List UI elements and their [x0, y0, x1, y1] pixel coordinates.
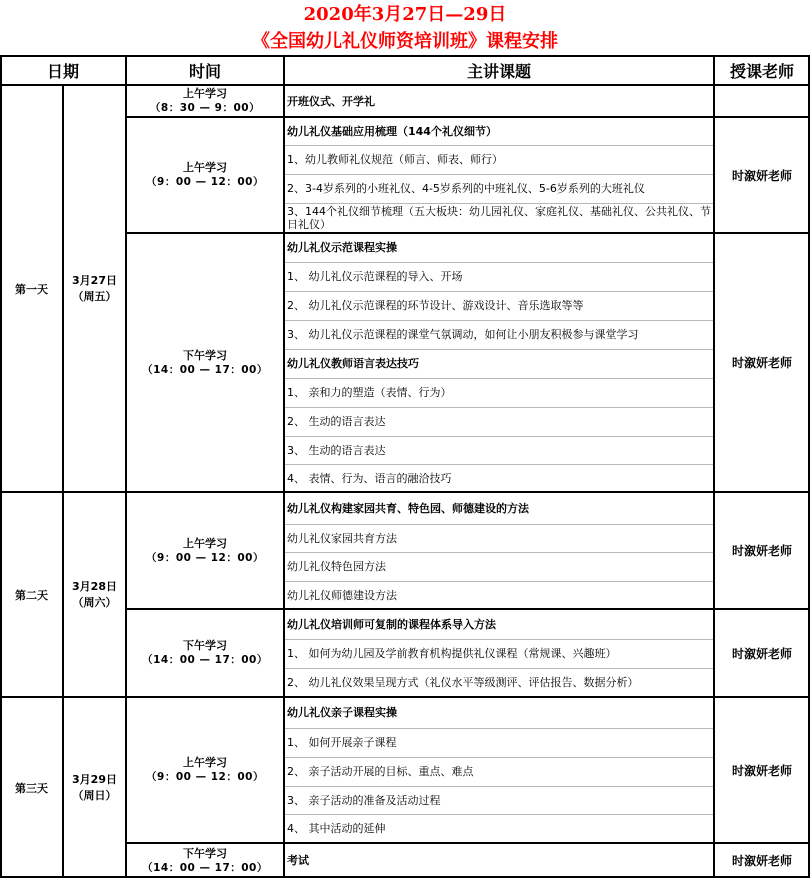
- session-time-cell: [126, 233, 284, 492]
- day-label: 第一天: [15, 282, 48, 296]
- grid-line: [284, 552, 714, 553]
- topic-heading: 幼儿礼仪亲子课程实操: [287, 706, 397, 719]
- session-time: （9：00 — 12：00）: [146, 551, 264, 564]
- grid-line: [284, 407, 714, 408]
- session-time: （9：00 — 12：00）: [146, 771, 264, 783]
- topic-item: 1、 亲和力的塑造（表情、行为）: [287, 386, 452, 399]
- teacher-cell: 时溆妍老师: [731, 544, 792, 558]
- topic-item: 幼儿礼仪家园共育方法: [287, 531, 397, 545]
- session-time: （14：00 — 17：00）: [142, 363, 268, 376]
- table-border: [0, 491, 810, 493]
- topic-item: 1、 如何为幼儿园及学前教育机构提供礼仪课程（常规课、兴趣班）: [287, 647, 617, 660]
- session-name: 上午学习: [183, 87, 227, 100]
- topic-item: 1、 幼儿礼仪示范课程的导入、开场: [287, 270, 463, 283]
- topic-heading: 幼儿礼仪培训师可复制的课程体系导入方法: [287, 617, 496, 631]
- topic-item: 2、 幼儿礼仪效果呈现方式（礼仪水平等级测评、评估报告、数据分析）: [287, 676, 639, 689]
- weekday-text: （周日）: [72, 788, 117, 802]
- topic-item: 2、 生动的语言表达: [287, 415, 386, 428]
- grid-line: [284, 786, 714, 787]
- session-time-cell: [126, 117, 284, 233]
- grid-line: [284, 378, 714, 379]
- table-border: [62, 85, 64, 878]
- day-label: 第三天: [15, 781, 48, 795]
- topic-heading: 考试: [287, 854, 309, 867]
- header-topic: 主讲课题: [466, 62, 531, 81]
- topic-item: 幼儿礼仪师德建设方法: [287, 588, 397, 602]
- session-name: 上午学习: [183, 536, 227, 550]
- table-border: [283, 55, 285, 878]
- grid-line: [284, 668, 714, 669]
- grid-line: [284, 757, 714, 758]
- grid-line: [284, 814, 714, 815]
- session-time: （8：30 — 9：00）: [149, 102, 261, 114]
- session-time-cell: [126, 492, 284, 609]
- grid-line: [284, 262, 714, 263]
- session-time: （14：00 — 17：00）: [142, 861, 268, 874]
- topic-item: 4、 表情、行为、语言的融洽技巧: [287, 471, 452, 485]
- grid-line: [284, 291, 714, 292]
- grid-line: [284, 203, 714, 204]
- title-line-1: 2020年3月27日—29日: [303, 4, 507, 25]
- table-border: [0, 55, 810, 57]
- teacher-cell: 时溆妍老师: [731, 356, 792, 370]
- table-border: [125, 55, 127, 878]
- day-date: [63, 697, 126, 878]
- topic-item: 2、3-4岁系列的小班礼仪、4-5岁系列的中班礼仪、5-6岁系列的大班礼仪: [287, 182, 645, 195]
- topic-item: 2、 亲子活动开展的目标、重点、难点: [287, 765, 474, 778]
- table-border: [0, 55, 2, 878]
- teacher-cell: 时溆妍老师: [731, 168, 792, 183]
- teacher-cell: 时溆妍老师: [731, 854, 792, 868]
- topic-item: 4、 其中活动的延伸: [287, 822, 386, 835]
- grid-line: [284, 174, 714, 175]
- topic-item: 1、 如何开展亲子课程: [287, 736, 397, 749]
- grid-line: [284, 349, 714, 350]
- table-border: [126, 608, 810, 610]
- table-border: [0, 84, 810, 86]
- session-time-cell: [126, 85, 284, 117]
- header-date: 日期: [46, 62, 79, 81]
- session-time: （9：00 — 12：00）: [146, 176, 264, 188]
- topic-item: 2、 幼儿礼仪示范课程的环节设计、游戏设计、音乐选取等等: [287, 299, 584, 312]
- topic-item: 3、 幼儿礼仪示范课程的课堂气氛调动，如何让小朋友积极参与课堂学习: [287, 328, 639, 341]
- session-name: 上午学习: [183, 161, 227, 174]
- teacher-cell: 时溆妍老师: [731, 763, 792, 778]
- grid-line: [284, 464, 714, 465]
- day-date: [63, 85, 126, 492]
- grid-line: [284, 728, 714, 729]
- topic-heading: 幼儿礼仪教师语言表达技巧: [287, 357, 419, 370]
- header-time: 时间: [188, 62, 221, 81]
- date-text: 3月29日: [72, 772, 117, 786]
- session-name: 下午学习: [183, 639, 227, 652]
- topic-heading: 开班仪式、开学礼: [287, 94, 375, 108]
- topic-item: 3、 亲子活动的准备及活动过程: [287, 793, 441, 807]
- topic-item: 幼儿礼仪特色园方法: [287, 560, 386, 573]
- day-label: 第二天: [15, 588, 48, 602]
- grid-line: [284, 581, 714, 582]
- day-date: [63, 492, 126, 697]
- session-time: （14：00 — 17：00）: [142, 654, 268, 666]
- topic-item: 3、 生动的语言表达: [287, 443, 386, 457]
- date-text: 3月27日: [72, 273, 117, 287]
- topic-heading: 幼儿礼仪基础应用梳理（144个礼仪细节）: [287, 124, 497, 138]
- weekday-text: （周六）: [72, 595, 117, 609]
- header-teacher: 授课老师: [729, 62, 794, 81]
- grid-line: [284, 639, 714, 640]
- date-text: 3月28日: [72, 579, 117, 593]
- weekday-text: （周五）: [72, 289, 117, 303]
- session-time-cell: [126, 697, 284, 843]
- topic-heading: 幼儿礼仪示范课程实操: [287, 241, 397, 254]
- topic-item: 1、幼儿教师礼仪规范（师言、师表、师行）: [287, 153, 503, 166]
- grid-line: [284, 524, 714, 525]
- table-border: [126, 842, 810, 844]
- grid-line: [284, 145, 714, 146]
- teacher-cell: 时溆妍老师: [731, 646, 792, 661]
- session-name: 下午学习: [183, 846, 227, 860]
- grid-line: [284, 320, 714, 321]
- topic-heading: 幼儿礼仪构建家园共育、特色园、师德建设的方法: [287, 501, 529, 515]
- table-border: [713, 55, 715, 878]
- table-border: [126, 232, 810, 234]
- topic-item: 3、144个礼仪细节梳理（五大板块：幼儿园礼仪、家庭礼仪、基础礼仪、公共礼仪、节日礼仪）: [287, 205, 711, 231]
- table-border: [0, 696, 810, 698]
- session-name: 上午学习: [183, 756, 227, 769]
- title-line-2: 《全国幼儿礼仪师资培训班》课程安排: [252, 31, 558, 52]
- session-name: 下午学习: [183, 348, 227, 362]
- grid-line: [284, 436, 714, 437]
- session-time-cell: [126, 609, 284, 697]
- table-border: [126, 116, 810, 118]
- session-time-cell: [126, 843, 284, 878]
